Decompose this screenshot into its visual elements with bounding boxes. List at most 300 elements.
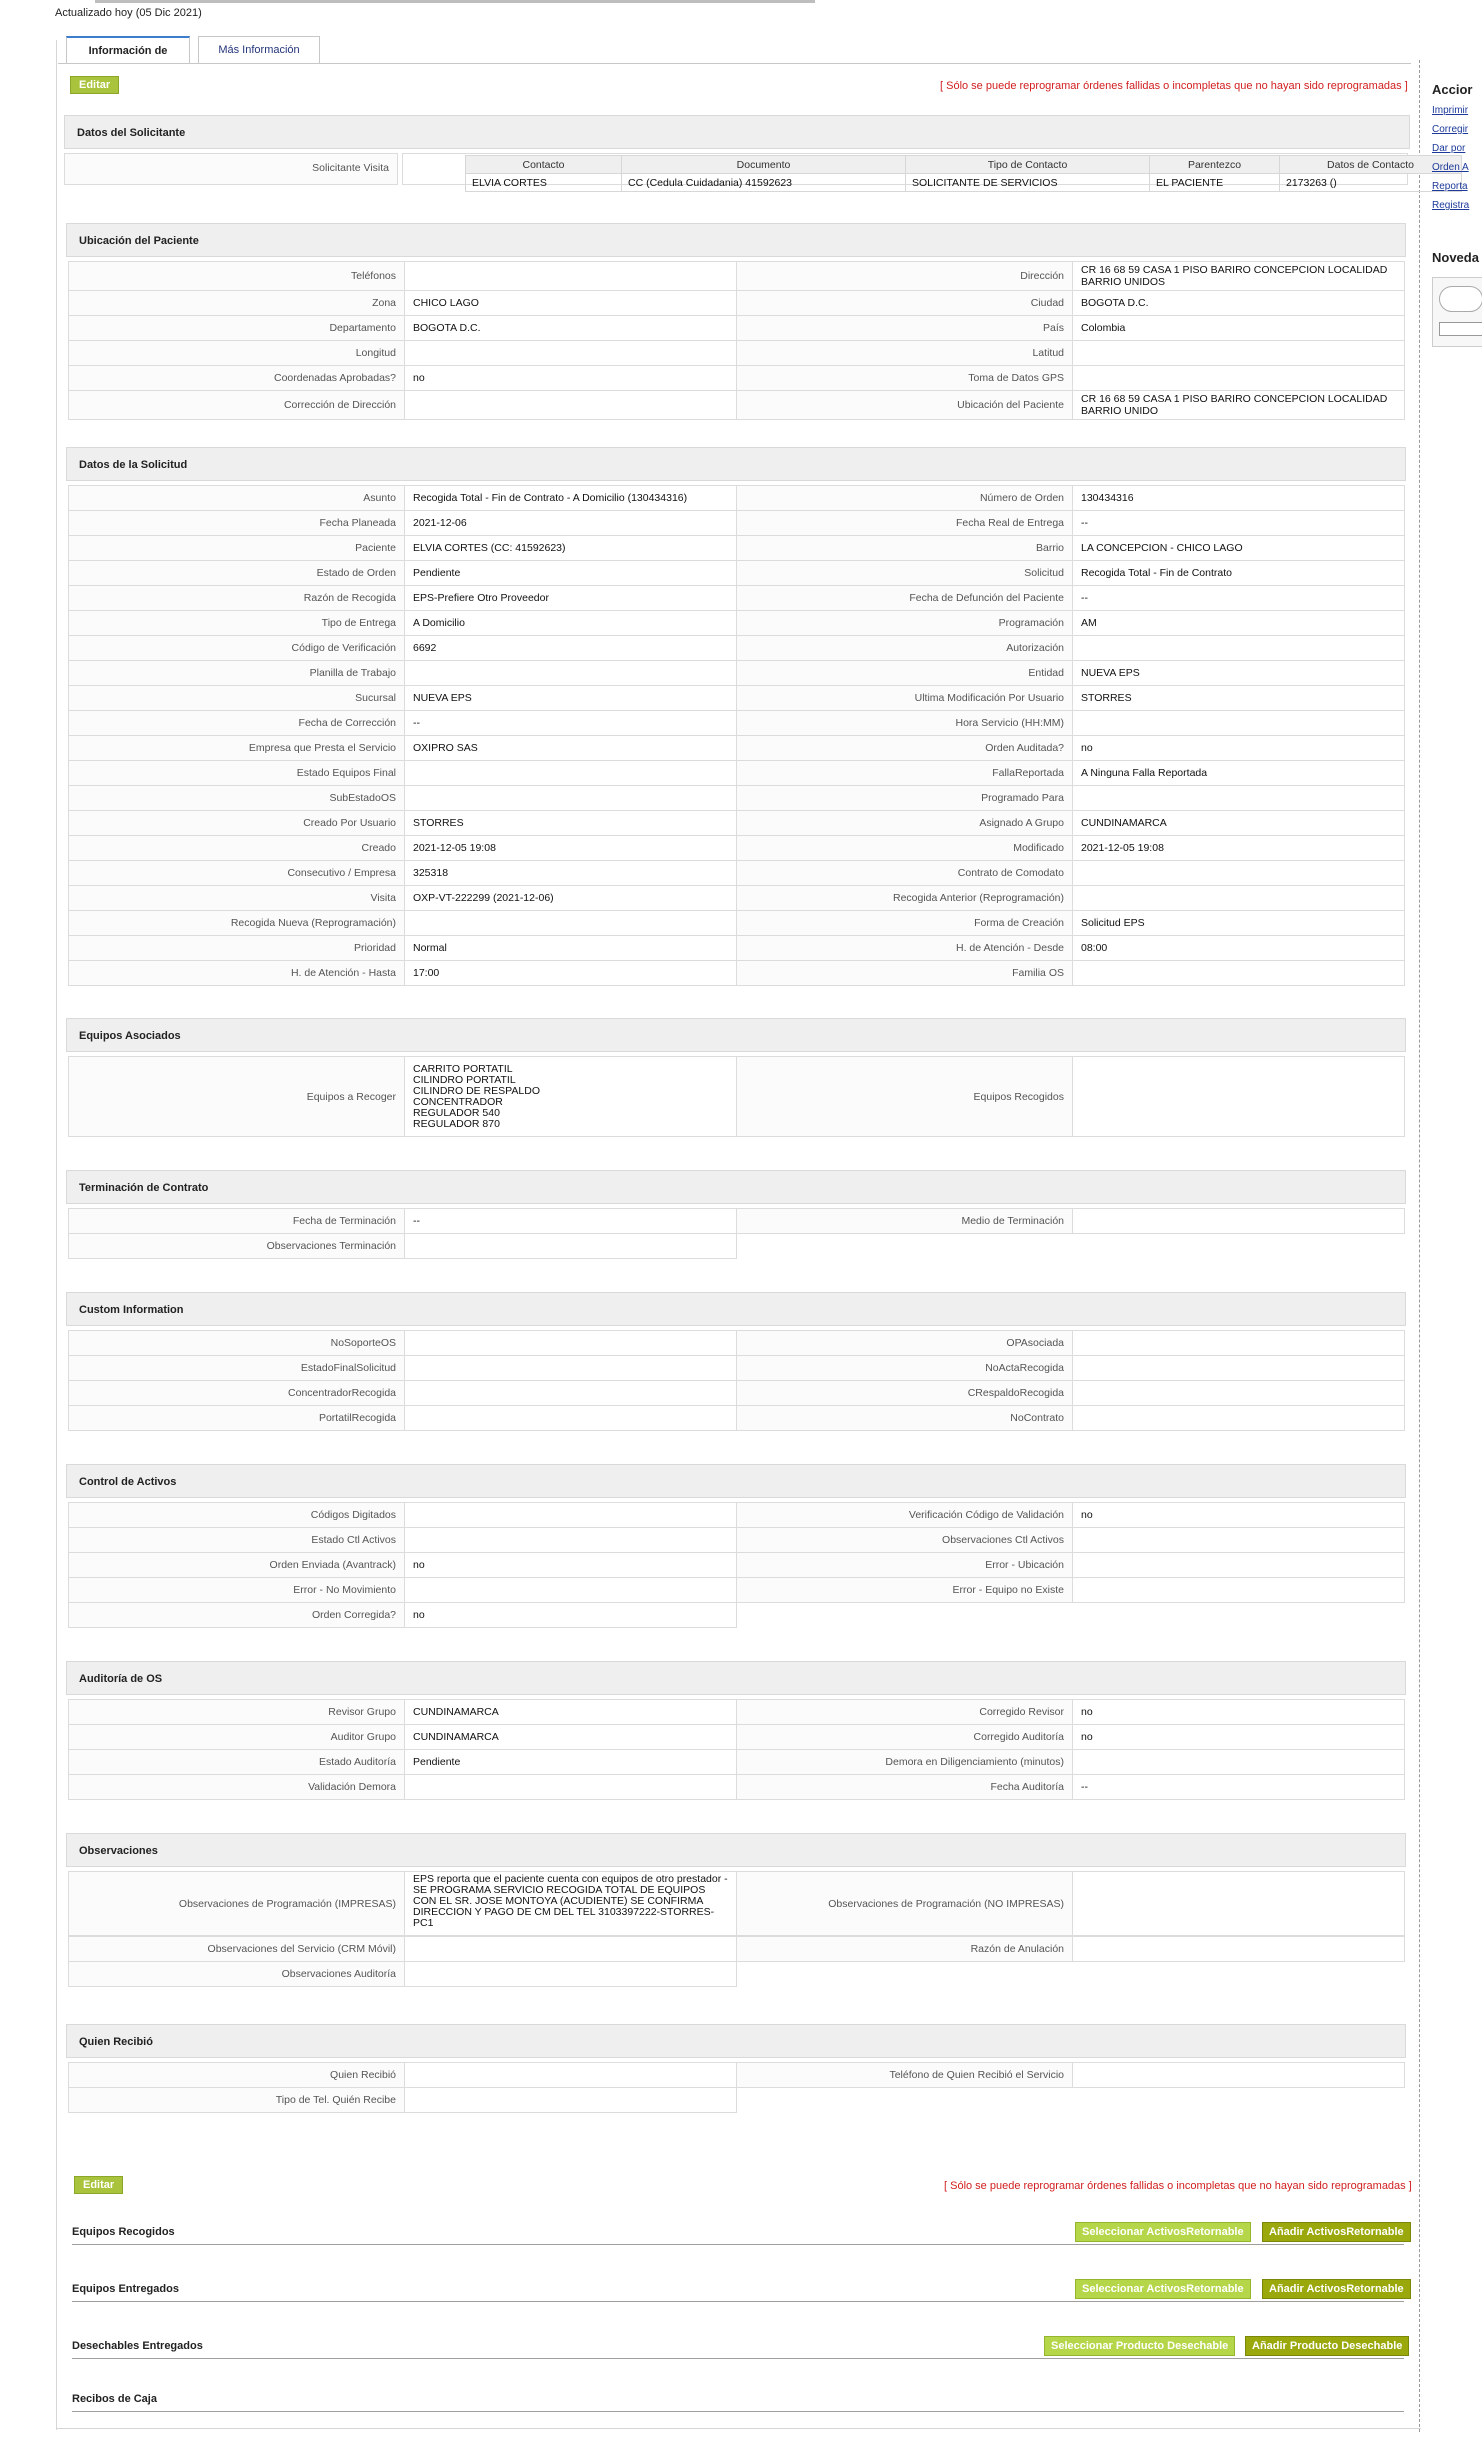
table-row: [69, 1700, 1405, 1725]
equipo-item: CONCENTRADOR: [413, 1095, 503, 1108]
table-row: [69, 1937, 1405, 1962]
field-value: [405, 2063, 737, 2088]
table-row: [69, 661, 1405, 686]
section-ubicacion: [66, 223, 1406, 420]
reprogram-warning-bottom: [ Sólo se puede reprogramar órdenes fallidas o incompletas que no hayan sido reprogramadas ]: [944, 2180, 1412, 2192]
field-value: --: [1073, 511, 1405, 536]
field-label: H. de Atención - Hasta: [69, 961, 405, 986]
field-label: Error - Equipo no Existe: [737, 1578, 1073, 1603]
field-value: 2021-12-05 19:08: [405, 836, 737, 861]
select-retornable-button-1[interactable]: Seleccionar ActivosRetornable: [1075, 2222, 1251, 2242]
divider: [72, 2411, 1404, 2412]
table-row: [69, 1553, 1405, 1578]
field-label: Razón de Anulación: [737, 1937, 1073, 1962]
field-label: Corregido Auditoría: [737, 1725, 1073, 1750]
field-value: [405, 1528, 737, 1553]
section-auditoria: [66, 1661, 1406, 1800]
field-value: [405, 1937, 737, 1962]
field-value: 6692: [405, 636, 737, 661]
field-label: Ultima Modificación Por Usuario: [737, 686, 1073, 711]
field-value: [1073, 1381, 1405, 1406]
empty-cell: [1073, 1962, 1405, 1987]
field-label: NoSoporteOS: [69, 1331, 405, 1356]
field-label: Orden Corregida?: [69, 1603, 405, 1628]
equipo-item: CILINDRO DE RESPALDO: [413, 1084, 540, 1097]
novedades-title: Noveda: [1432, 250, 1479, 265]
field-value: [405, 1356, 737, 1381]
field-label: Validación Demora: [69, 1775, 405, 1800]
field-label: País: [737, 316, 1073, 341]
field-label: Recogida Anterior (Reprogramación): [737, 886, 1073, 911]
sidebar-divider: [1419, 60, 1420, 2432]
field-label: Programación: [737, 611, 1073, 636]
field-label: H. de Atención - Desde: [737, 936, 1073, 961]
table-row: [69, 511, 1405, 536]
table-row: [69, 1750, 1405, 1775]
table-row: [69, 886, 1405, 911]
action-report-link[interactable]: Reporta: [1432, 181, 1468, 192]
field-value: [405, 1331, 737, 1356]
field-value: 08:00: [1073, 936, 1405, 961]
field-label: Estado Auditoría: [69, 1750, 405, 1775]
field-value: [1073, 1406, 1405, 1431]
divider: [72, 2244, 1404, 2245]
auditoria-table: [68, 1699, 1405, 1800]
table-row: [69, 1209, 1405, 1234]
field-label: Consecutivo / Empresa: [69, 861, 405, 886]
field-value: [1073, 1331, 1405, 1356]
table-row: [69, 761, 1405, 786]
field-value: CR 16 68 59 CASA 1 PISO BARIRO CONCEPCION LOCALIDAD BARRIO UNIDO: [1073, 391, 1405, 420]
field-label: ConcentradorRecogida: [69, 1381, 405, 1406]
field-label: Modificado: [737, 836, 1073, 861]
field-value: NUEVA EPS: [1073, 661, 1405, 686]
equipos-recogidos-label: Equipos Recogidos: [737, 1057, 1073, 1137]
field-value: Normal: [405, 936, 737, 961]
table-row: [69, 536, 1405, 561]
field-value: --: [1073, 586, 1405, 611]
field-value: no: [405, 1553, 737, 1578]
field-label: NoContrato: [737, 1406, 1073, 1431]
field-value: --: [1073, 1775, 1405, 1800]
field-label: Fecha de Terminación: [69, 1209, 405, 1234]
field-label: Forma de Creación: [737, 911, 1073, 936]
field-label: Solicitud: [737, 561, 1073, 586]
field-value: STORRES: [1073, 686, 1405, 711]
table-row: [69, 1578, 1405, 1603]
field-value: [1073, 786, 1405, 811]
field-label: Autorización: [737, 636, 1073, 661]
edit-button-top[interactable]: Editar: [70, 76, 119, 94]
contact-header: Datos de Contacto: [1280, 156, 1462, 174]
field-label: Teléfono de Quien Recibió el Servicio: [737, 2063, 1073, 2088]
equipos-entregados-title: Equipos Entregados: [72, 2283, 179, 2295]
field-value: [1073, 1209, 1405, 1234]
field-label: Observaciones Auditoría: [69, 1962, 405, 1987]
field-label: Orden Enviada (Avantrack): [69, 1553, 405, 1578]
field-value: [405, 1775, 737, 1800]
field-value: STORRES: [405, 811, 737, 836]
field-label: Zona: [69, 291, 405, 316]
field-value: [1073, 1553, 1405, 1578]
field-value: LA CONCEPCION - CHICO LAGO: [1073, 536, 1405, 561]
field-value: no: [1073, 1503, 1405, 1528]
section-quien: [66, 2024, 1406, 2113]
field-label: Observaciones Terminación: [69, 1234, 405, 1259]
field-value: BOGOTA D.C.: [1073, 291, 1405, 316]
table-row: [69, 1725, 1405, 1750]
field-value: [405, 761, 737, 786]
field-label: Observaciones Ctl Activos: [737, 1528, 1073, 1553]
field-value: Solicitud EPS: [1073, 911, 1405, 936]
field-label: Razón de Recogida: [69, 586, 405, 611]
field-value: [1073, 366, 1405, 391]
actions-sidebar: [1432, 82, 1482, 219]
table-row: [69, 961, 1405, 986]
table-row: [69, 316, 1405, 341]
table-row: [69, 1356, 1405, 1381]
equipos-recoger-list: [405, 1057, 737, 1137]
field-value: [1073, 1750, 1405, 1775]
add-retornable-button-2[interactable]: Añadir ActivosRetornable: [1262, 2279, 1411, 2299]
field-label: SubEstadoOS: [69, 786, 405, 811]
equipo-item: CILINDRO PORTATIL: [413, 1073, 516, 1086]
field-value: [405, 911, 737, 936]
contact-name: ELVIA CORTES: [466, 174, 622, 192]
table-row: [69, 486, 1405, 511]
field-value: [1073, 861, 1405, 886]
field-value: no: [405, 366, 737, 391]
field-value: CR 16 68 59 CASA 1 PISO BARIRO CONCEPCION LOCALIDAD BARRIO UNIDOS: [1073, 262, 1405, 291]
field-value: [1073, 711, 1405, 736]
action-dar-por-link[interactable]: Dar por: [1432, 143, 1466, 154]
table-row: [69, 786, 1405, 811]
table-row: [69, 1503, 1405, 1528]
field-label: Corrección de Dirección: [69, 391, 405, 420]
field-value: [405, 341, 737, 366]
field-value: OXIPRO SAS: [405, 736, 737, 761]
empty-cell: [737, 1962, 1073, 1987]
field-value: [405, 1962, 737, 1987]
field-label: Número de Orden: [737, 486, 1073, 511]
table-row: [69, 811, 1405, 836]
field-value: [1073, 2063, 1405, 2088]
section-title: Datos del Solicitante: [64, 115, 1410, 149]
field-label: Observaciones del Servicio (CRM Móvil): [69, 1937, 405, 1962]
field-label: Prioridad: [69, 936, 405, 961]
field-label: Coordenadas Aprobadas?: [69, 366, 405, 391]
contact-header: Contacto: [466, 156, 622, 174]
add-retornable-button-1[interactable]: Añadir ActivosRetornable: [1262, 2222, 1411, 2242]
section-solicitante: [64, 115, 1414, 193]
section-title: Observaciones: [66, 1833, 1406, 1867]
control-table: [68, 1502, 1405, 1628]
field-value: no: [1073, 1725, 1405, 1750]
field-value: [405, 1381, 737, 1406]
action-correct-link[interactable]: Corregir: [1432, 124, 1469, 135]
field-value: NUEVA EPS: [405, 686, 737, 711]
ubicacion-table: [68, 261, 1405, 420]
table-row: [69, 611, 1405, 636]
contact-header: Parentezco: [1150, 156, 1280, 174]
contact-relationship: EL PACIENTE: [1150, 174, 1280, 192]
empty-cell: [737, 1234, 1073, 1259]
field-label: Barrio: [737, 536, 1073, 561]
field-value: [405, 1578, 737, 1603]
table-row: [69, 911, 1405, 936]
table-row: [69, 1331, 1405, 1356]
field-label: Tipo de Entrega: [69, 611, 405, 636]
field-value: [1073, 1356, 1405, 1381]
updated-label: Actualizado hoy (05 Dic 2021): [55, 7, 202, 19]
content-bottom-border: [56, 2428, 1421, 2429]
empty-cell: [1073, 2088, 1405, 2113]
field-label: Contrato de Comodato: [737, 861, 1073, 886]
field-value: Colombia: [1073, 316, 1405, 341]
field-value: A Domicilio: [405, 611, 737, 636]
field-label: Planilla de Trabajo: [69, 661, 405, 686]
novedades-box: [1432, 277, 1482, 347]
field-label: Estado Ctl Activos: [69, 1528, 405, 1553]
field-label: Ciudad: [737, 291, 1073, 316]
tab-mas-informacion[interactable]: Más Información: [198, 36, 320, 64]
contact-header: Documento: [622, 156, 906, 174]
tab-informacion[interactable]: Información de: [66, 36, 190, 64]
quien-table: [68, 2062, 1405, 2113]
add-desechable-button[interactable]: Añadir Producto Desechable: [1245, 2336, 1409, 2356]
field-value: no: [1073, 1700, 1405, 1725]
field-label: Recogida Nueva (Reprogramación): [69, 911, 405, 936]
equipo-item: CARRITO PORTATIL: [413, 1062, 513, 1075]
edit-button-bottom[interactable]: Editar: [74, 2176, 123, 2194]
field-value: Pendiente: [405, 561, 737, 586]
divider: [72, 2301, 1404, 2302]
field-label: Dirección: [737, 262, 1073, 291]
section-equipos: [66, 1018, 1406, 1137]
table-row: [69, 1406, 1405, 1431]
field-value: CUNDINAMARCA: [1073, 811, 1405, 836]
action-register-link[interactable]: Registra: [1432, 200, 1470, 211]
solicitante-visita-label: Solicitante Visita: [64, 153, 398, 185]
section-title: Custom Information: [66, 1292, 1406, 1326]
table-row: [69, 561, 1405, 586]
action-orden-link[interactable]: Orden A: [1432, 162, 1469, 173]
empty-cell: [737, 2088, 1073, 2113]
field-value: CHICO LAGO: [405, 291, 737, 316]
field-value: [405, 1503, 737, 1528]
terminacion-table: [68, 1208, 1405, 1259]
field-value: 130434316: [1073, 486, 1405, 511]
divider: [72, 2358, 1404, 2359]
field-label: Empresa que Presta el Servicio: [69, 736, 405, 761]
contact-table: [465, 155, 1462, 192]
field-value: [1073, 1937, 1405, 1962]
equipo-item: REGULADOR 540: [413, 1106, 500, 1119]
empty-cell: [1073, 1234, 1405, 1259]
table-row: [69, 1528, 1405, 1553]
tab-underline: [58, 63, 1411, 64]
field-label: Corregido Revisor: [737, 1700, 1073, 1725]
field-label: Medio de Terminación: [737, 1209, 1073, 1234]
table-row: [69, 586, 1405, 611]
field-label: Programado Para: [737, 786, 1073, 811]
field-label: Fecha de Defunción del Paciente: [737, 586, 1073, 611]
field-value: no: [405, 1603, 737, 1628]
field-value: ELVIA CORTES (CC: 41592623): [405, 536, 737, 561]
field-value: [1073, 886, 1405, 911]
field-label: Teléfonos: [69, 262, 405, 291]
section-title: Terminación de Contrato: [66, 1170, 1406, 1204]
field-label: Latitud: [737, 341, 1073, 366]
select-desechable-button[interactable]: Seleccionar Producto Desechable: [1044, 2336, 1235, 2356]
table-row: [69, 2088, 1405, 2113]
field-label: Fecha Real de Entrega: [737, 511, 1073, 536]
field-label: Error - No Movimiento: [69, 1578, 405, 1603]
section-title: Auditoría de OS: [66, 1661, 1406, 1695]
empty-cell: [1073, 1603, 1405, 1628]
field-value: Pendiente: [405, 1750, 737, 1775]
recibos-title: Recibos de Caja: [72, 2393, 157, 2405]
field-label: PortatilRecogida: [69, 1406, 405, 1431]
field-label: Asunto: [69, 486, 405, 511]
content-left-border: [56, 40, 57, 2430]
field-value: [1073, 1578, 1405, 1603]
field-value: [405, 1234, 737, 1259]
field-label: Código de Verificación: [69, 636, 405, 661]
field-value: --: [405, 711, 737, 736]
contact-type: SOLICITANTE DE SERVICIOS: [906, 174, 1150, 192]
table-row: [69, 1603, 1405, 1628]
field-value: EPS-Prefiere Otro Proveedor: [405, 586, 737, 611]
contact-document: CC (Cedula Cuidadania) 41592623: [622, 174, 906, 192]
table-row: [69, 291, 1405, 316]
field-label: Fecha Auditoría: [737, 1775, 1073, 1800]
table-row: [69, 366, 1405, 391]
equipos-recoger-label: Equipos a Recoger: [69, 1057, 405, 1137]
actions-title: Accior: [1432, 82, 1473, 97]
table-row: [69, 341, 1405, 366]
field-value: 325318: [405, 861, 737, 886]
novedades-sidebar: [1432, 250, 1482, 265]
field-label: CRespaldoRecogida: [737, 1381, 1073, 1406]
field-label: EstadoFinalSolicitud: [69, 1356, 405, 1381]
field-label: NoActaRecogida: [737, 1356, 1073, 1381]
table-row: [69, 711, 1405, 736]
section-title: Quien Recibió: [66, 2024, 1406, 2058]
field-label: Toma de Datos GPS: [737, 366, 1073, 391]
action-print-link[interactable]: Imprimir: [1432, 105, 1469, 116]
table-row: [69, 736, 1405, 761]
field-label: FallaReportada: [737, 761, 1073, 786]
table-row: [69, 2063, 1405, 2088]
solicitante-frame: [402, 153, 1414, 189]
novedad-input[interactable]: [1439, 322, 1482, 336]
field-label: Departamento: [69, 316, 405, 341]
field-label: Quien Recibió: [69, 2063, 405, 2088]
field-value: AM: [1073, 611, 1405, 636]
cropped-title-fragment: [95, 0, 815, 3]
contact-phone: 2173263 (): [1280, 174, 1462, 192]
field-label: Familia OS: [737, 961, 1073, 986]
section-title: Ubicación del Paciente: [66, 223, 1406, 257]
field-label: Hora Servicio (HH:MM): [737, 711, 1073, 736]
custom-table: [68, 1330, 1405, 1431]
field-value: [1073, 636, 1405, 661]
table-row: [69, 686, 1405, 711]
section-custom: [66, 1292, 1406, 1431]
obs-prog-impresas-value: EPS reporta que el paciente cuenta con equipos de otro prestador - SE PROGRAMA SERVICIO RECOGIDA TOTAL DE EQUIPOS CON EL SR. JOSE MONTOYA (ACUDIENTE) SE CONFIRMA DIRECCION Y PAGO DE CM DEL TEL 3103397222-STORRES-PC1: [405, 1872, 737, 1936]
table-row: [69, 861, 1405, 886]
field-label: OPAsociada: [737, 1331, 1073, 1356]
speech-bubble-icon: [1439, 286, 1482, 312]
field-label: Demora en Diligenciamiento (minutos): [737, 1750, 1073, 1775]
field-label: Sucursal: [69, 686, 405, 711]
field-label: Estado Equipos Final: [69, 761, 405, 786]
field-value: [405, 2088, 737, 2113]
field-label: Longitud: [69, 341, 405, 366]
field-label: Creado Por Usuario: [69, 811, 405, 836]
table-row: [69, 1234, 1405, 1259]
obs-prog-no-impresas-value: [1073, 1872, 1405, 1936]
desechables-title: Desechables Entregados: [72, 2340, 203, 2352]
field-value: A Ninguna Falla Reportada: [1073, 761, 1405, 786]
field-value: [405, 391, 737, 420]
field-label: Códigos Digitados: [69, 1503, 405, 1528]
field-value: CUNDINAMARCA: [405, 1725, 737, 1750]
solicitud-table: [68, 485, 1405, 986]
table-row: [69, 1962, 1405, 1987]
field-value: 2021-12-06: [405, 511, 737, 536]
field-label: Auditor Grupo: [69, 1725, 405, 1750]
obs-prog-no-impresas-label: Observaciones de Programación (NO IMPRESAS): [737, 1872, 1073, 1936]
observaciones-table: [68, 1871, 1405, 1936]
field-value: 2021-12-05 19:08: [1073, 836, 1405, 861]
empty-cell: [737, 1603, 1073, 1628]
section-title: Equipos Asociados: [66, 1018, 1406, 1052]
top-bar: [0, 0, 1482, 26]
table-row: [69, 636, 1405, 661]
field-value: no: [1073, 736, 1405, 761]
field-label: Tipo de Tel. Quién Recibe: [69, 2088, 405, 2113]
section-control: [66, 1464, 1406, 1628]
table-row: [69, 1381, 1405, 1406]
field-label: Revisor Grupo: [69, 1700, 405, 1725]
reprogram-warning-top: [ Sólo se puede reprogramar órdenes fallidas o incompletas que no hayan sido reprogramadas ]: [940, 80, 1408, 92]
field-label: Estado de Orden: [69, 561, 405, 586]
field-label: Visita: [69, 886, 405, 911]
equipos-recogidos-title: Equipos Recogidos: [72, 2226, 175, 2238]
contact-header: Tipo de Contacto: [906, 156, 1150, 174]
field-label: Verificación Código de Validación: [737, 1503, 1073, 1528]
select-retornable-button-2[interactable]: Seleccionar ActivosRetornable: [1075, 2279, 1251, 2299]
field-value: [1073, 961, 1405, 986]
field-value: --: [405, 1209, 737, 1234]
field-value: OXP-VT-222299 (2021-12-06): [405, 886, 737, 911]
field-value: [405, 786, 737, 811]
table-row: [69, 936, 1405, 961]
field-value: [1073, 1528, 1405, 1553]
field-label: Paciente: [69, 536, 405, 561]
section-title: Control de Activos: [66, 1464, 1406, 1498]
field-label: Fecha Planeada: [69, 511, 405, 536]
table-row: [69, 836, 1405, 861]
equipos-table: [68, 1056, 1405, 1137]
field-value: Recogida Total - Fin de Contrato: [1073, 561, 1405, 586]
obs-prog-impresas-label: Observaciones de Programación (IMPRESAS): [69, 1872, 405, 1936]
field-label: Error - Ubicación: [737, 1553, 1073, 1578]
field-label: Ubicación del Paciente: [737, 391, 1073, 420]
field-label: Entidad: [737, 661, 1073, 686]
